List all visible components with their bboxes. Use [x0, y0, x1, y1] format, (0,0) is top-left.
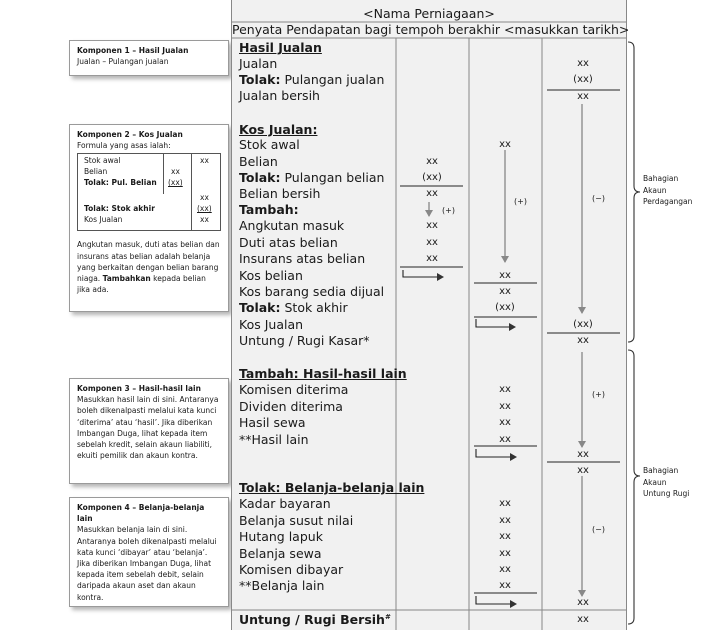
- amount-mark: xx: [499, 286, 511, 297]
- belanja-lain-heading: Tolak: Belanja-belanja lain: [239, 480, 425, 495]
- formula-xx: xx: [200, 193, 209, 203]
- amount-mark: xx: [426, 253, 438, 264]
- amount-mark: xx: [577, 91, 589, 102]
- minus-mark: (−): [592, 194, 605, 203]
- row-belanja-lain: **Belanja lain: [239, 578, 325, 593]
- row-duti-atas-belian: Duti atas belian: [239, 235, 338, 250]
- amount-mark: xx: [499, 401, 511, 412]
- row-kadar-bayaran: Kadar bayaran: [239, 496, 331, 511]
- kos-jualan-heading: Kos Jualan:: [239, 122, 318, 137]
- amount-mark: (xx): [495, 302, 515, 313]
- bahagian-perdagangan-label: Bahagian Akaun Perdagangan: [643, 174, 693, 206]
- amount-mark: (xx): [573, 74, 593, 85]
- formula-kos-jualan: Kos Jualan: [84, 215, 123, 225]
- plus-mark: (+): [442, 206, 455, 215]
- row-belanja-susut-nilai: Belanja susut nilai: [239, 513, 354, 528]
- amount-mark: xx: [577, 449, 589, 460]
- row-angkutan-masuk: Angkutan masuk: [239, 218, 345, 233]
- row-kos-jualan: Kos Jualan: [239, 317, 304, 332]
- row-dividen-diterima: Dividen diterima: [239, 399, 343, 414]
- amount-mark: xx: [499, 515, 511, 526]
- amount-mark: xx: [499, 417, 511, 428]
- amount-mark: xx: [426, 188, 438, 199]
- row-pulangan-belian: Tolak: Pulangan belian: [239, 170, 385, 185]
- arrow-icon: [403, 270, 443, 277]
- component-2-note: Angkutan masuk, duti atas belian dan insurans atas belian adalah belanja yang berkaitan dengan belian barang niaga. Tambahkan kepada belian jika ada.: [77, 240, 220, 295]
- plus-mark: (+): [592, 390, 605, 399]
- brace-perdagangan: [628, 42, 640, 342]
- row-kos-belian: Kos belian: [239, 268, 303, 283]
- row-stok-akhir: Tolak: Stok akhir: [239, 300, 348, 315]
- amount-mark: xx: [577, 614, 589, 625]
- formula-stok-awal: Stok awal: [84, 156, 121, 166]
- amount-mark: xx: [499, 531, 511, 542]
- minus-mark: (−): [592, 525, 605, 534]
- bahagian-untung-rugi-label: Bahagian Akaun Untung Rugi: [643, 466, 690, 498]
- component-2-intro: Formula yang asas ialah:: [77, 141, 171, 151]
- component-1-title: Komponen 1 – Hasil Jualan: [77, 46, 189, 55]
- amount-mark: xx: [426, 220, 438, 231]
- row-jualan-bersih: Jualan bersih: [239, 88, 320, 103]
- amount-mark: xx: [577, 58, 589, 69]
- component-3-title: Komponen 3 – Hasil-hasil lain: [77, 384, 201, 393]
- component-3-text: Masukkan hasil lain di sini. Antaranya boleh dikenalpasti melalui kata kunci ‘diterima’ atau ‘hasil’. Jika diberikan Imbangan Duga, lihat kepada item sebelah kredit, selain akaun liabiliti, ekuiti pemilik dan akaun kontra.: [77, 395, 219, 461]
- row-komisen-dibayar: Komisen dibayar: [239, 562, 344, 577]
- component-4-title: Komponen 4 – Belanja-belanja lain: [77, 503, 205, 524]
- amount-mark: xx: [577, 335, 589, 346]
- row-untung-rugi-kasar: Untung / Rugi Kasar*: [239, 333, 370, 348]
- formula-tolak-pul-belian: Tolak: Pul. Belian: [84, 178, 157, 188]
- component-1-text: Jualan – Pulangan jualan: [77, 57, 169, 67]
- amount-mark: xx: [499, 564, 511, 575]
- row-hutang-lapuk: Hutang lapuk: [239, 529, 323, 544]
- row-stok-awal: Stok awal: [239, 137, 300, 152]
- formula-pxx: (xx): [168, 178, 183, 188]
- amount-mark: xx: [577, 465, 589, 476]
- amount-mark: xx: [499, 384, 511, 395]
- amount-mark: (xx): [422, 172, 442, 183]
- component-4-text: Masukkan belanja lain di sini. Antaranya boleh dikenalpasti melalui kata kunci ‘dibayar’ atau ‘belanja’. Jika diberikan Imbangan Duga, lihat kepada item sebelah debit, selain daripada akaun aset dan akaun kontra.: [77, 525, 217, 602]
- formula-pxx: (xx): [197, 204, 212, 214]
- amount-mark: xx: [499, 548, 511, 559]
- company-name: <Nama Perniagaan>: [363, 6, 495, 21]
- row-insurans-atas-belian: Insurans atas belian: [239, 251, 366, 266]
- amount-mark: xx: [499, 580, 511, 591]
- amount-mark: xx: [499, 270, 511, 281]
- formula-tolak-stok-akhir: Tolak: Stok akhir: [84, 204, 155, 214]
- row-tambah: Tambah:: [239, 202, 299, 217]
- row-hasil-lain: **Hasil lain: [239, 432, 309, 447]
- brace-untung-rugi: [628, 350, 640, 624]
- amount-mark: xx: [499, 434, 511, 445]
- row-komisen-diterima: Komisen diterima: [239, 382, 349, 397]
- amount-mark: xx: [426, 237, 438, 248]
- row-belian: Belian: [239, 154, 278, 169]
- amount-mark: xx: [577, 597, 589, 608]
- component-2-title: Komponen 2 – Kos Jualan: [77, 130, 183, 139]
- row-untung-rugi-bersih: Untung / Rugi Bersih#: [239, 612, 391, 627]
- arrow-icon: [476, 596, 516, 604]
- amount-mark: (xx): [573, 319, 593, 330]
- row-hasil-sewa: Hasil sewa: [239, 415, 306, 430]
- row-jualan: Jualan: [239, 56, 278, 71]
- amount-mark: xx: [499, 498, 511, 509]
- amount-mark: xx: [499, 139, 511, 150]
- formula-xx: xx: [200, 156, 209, 166]
- formula-belian: Belian: [84, 167, 108, 177]
- row-kos-barang-sedia-dijual: Kos barang sedia dijual: [239, 284, 385, 299]
- row-belanja-sewa: Belanja sewa: [239, 546, 322, 561]
- row-pulangan-jualan: Tolak: Pulangan jualan: [239, 72, 385, 87]
- formula-xx: xx: [171, 167, 180, 177]
- row-belian-bersih: Belian bersih: [239, 186, 321, 201]
- hasil-lain-heading: Tambah: Hasil-hasil lain: [239, 366, 407, 381]
- arrow-icon: [476, 449, 516, 457]
- hasil-jualan-heading: Hasil Jualan: [239, 40, 322, 55]
- amount-mark: xx: [426, 156, 438, 167]
- statement-title: Penyata Pendapatan bagi tempoh berakhir <masukkan tarikh>: [232, 22, 630, 37]
- plus-mark: (+): [514, 197, 527, 206]
- formula-xx: xx: [200, 215, 209, 225]
- arrow-icon: [476, 319, 515, 327]
